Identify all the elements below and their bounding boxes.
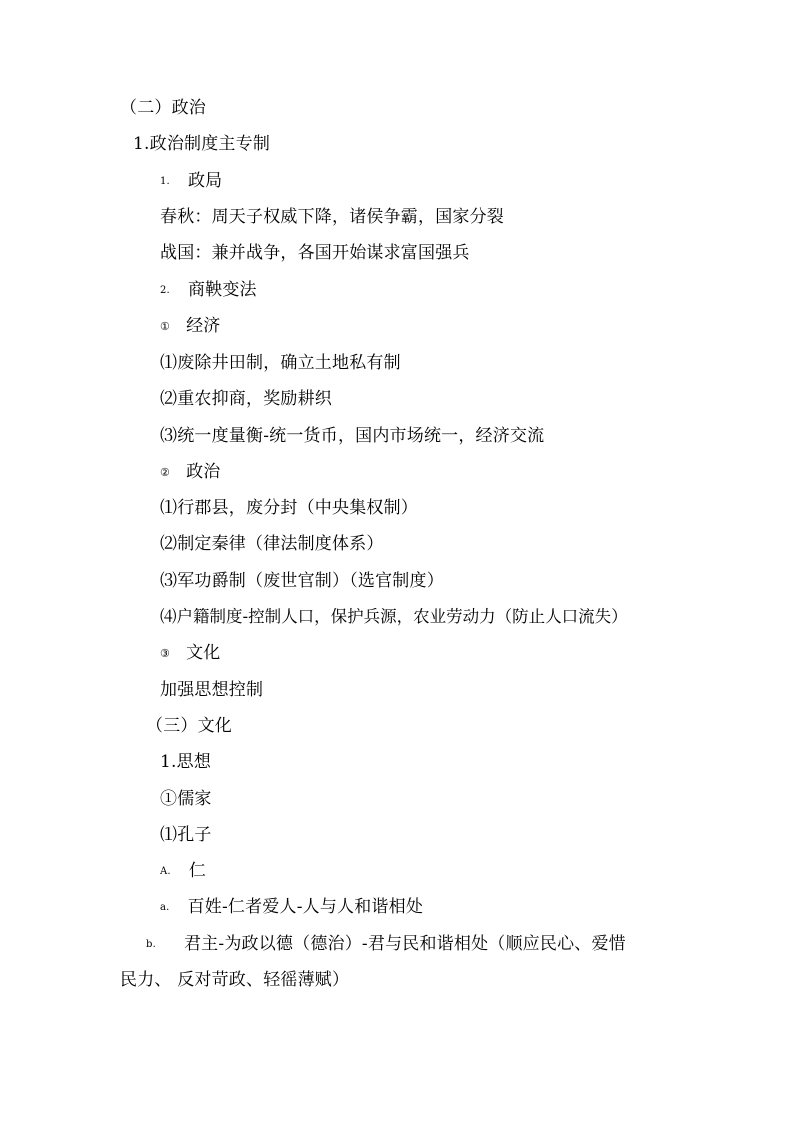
shangyang-item: [160, 278, 257, 303]
econ-item-1: [160, 351, 401, 375]
chunqiu-line: [160, 205, 504, 229]
list-marker: ①: [160, 319, 171, 333]
ren-sub-b-continuation: [120, 968, 349, 992]
list-marker: 1.: [160, 175, 170, 187]
list-marker: b.: [146, 938, 156, 950]
list-marker: A.: [160, 865, 171, 877]
list-marker: ②: [160, 465, 171, 479]
politics2-label: 政治: [186, 462, 221, 482]
econ-item-2: [160, 387, 332, 411]
pol-item-1: [160, 496, 418, 520]
zhanguo-line: [160, 241, 470, 265]
list-marker: a.: [160, 901, 170, 913]
ren-sub-a-text: 百姓-仁者爱人-人与人和谐相处: [187, 897, 424, 917]
zhanguo-text: 战国：兼并战争，各国开始谋求富国强兵: [160, 243, 470, 263]
culture-label: 文化: [186, 643, 221, 663]
pol-item-3-text: ⑶军功爵制（废世官制）（选官制度）: [160, 571, 444, 591]
confucius-heading: [160, 823, 212, 847]
list-marker: 2.: [160, 284, 170, 296]
pol-item-2: [160, 532, 384, 556]
econ-item-3-text: ⑶统一度量衡-统一货币，国内市场统一，经济交流: [160, 426, 545, 446]
ren-sub-b-continuation-text: 民力、 反对苛政、轻徭薄赋）: [120, 970, 350, 990]
ren-sub-b: [146, 932, 626, 957]
politics-subheading: [133, 132, 270, 156]
culture-text-line: [160, 678, 263, 702]
culture-heading: [146, 714, 232, 738]
confucian-heading: [160, 787, 212, 811]
pol-item-4-text: ⑷户籍制度-控制人口，保护兵源，农业劳动力（防止人口流失）: [160, 607, 628, 626]
pol-item-3: [160, 569, 444, 593]
pol-item-1-text: ⑴行郡县，废分封（中央集权制）: [160, 498, 418, 518]
pol-item-4: [160, 605, 628, 629]
ren-sub-b-text: 君主-为政以德（德治）-君与民和谐相处（顺应民心、爱惜: [183, 934, 626, 954]
chunqiu-text: 春秋：周天子权威下降，诸侯争霸，国家分裂: [160, 207, 504, 227]
confucius-heading-text: ⑴孔子: [160, 825, 212, 845]
politics-heading-text: （二）政治: [120, 98, 206, 118]
ren-sub-a: [160, 895, 423, 920]
culture-text: 加强思想控制: [160, 680, 264, 700]
shangyang-label: 商鞅变法: [187, 280, 257, 300]
econ-item-1-text: ⑴废除井田制，确立土地私有制: [160, 353, 401, 373]
economy-label: 经济: [186, 316, 221, 336]
ren-item: [160, 859, 206, 884]
pol-item-2-text: ⑵制定秦律（律法制度体系）: [160, 534, 384, 554]
economy-item: [160, 314, 220, 339]
confucian-heading-text: ①儒家: [160, 789, 212, 809]
politics2-item: [160, 460, 220, 485]
culture-heading-text: （三）文化: [146, 716, 232, 736]
list-marker: ③: [160, 646, 171, 660]
thought-heading: [160, 750, 211, 774]
culture-item: [160, 641, 220, 666]
econ-item-2-text: ⑵重农抑商，奖励耕织: [160, 389, 332, 409]
econ-item-3: [160, 424, 544, 448]
ren-label: 仁: [188, 861, 207, 881]
politics-subheading-text: 1.政治制度主专制: [133, 134, 271, 154]
politics-heading: [120, 96, 206, 120]
zhengju-item: [160, 169, 222, 194]
thought-heading-text: 1.思想: [160, 752, 212, 772]
zhengju-label: 政局: [187, 171, 223, 191]
